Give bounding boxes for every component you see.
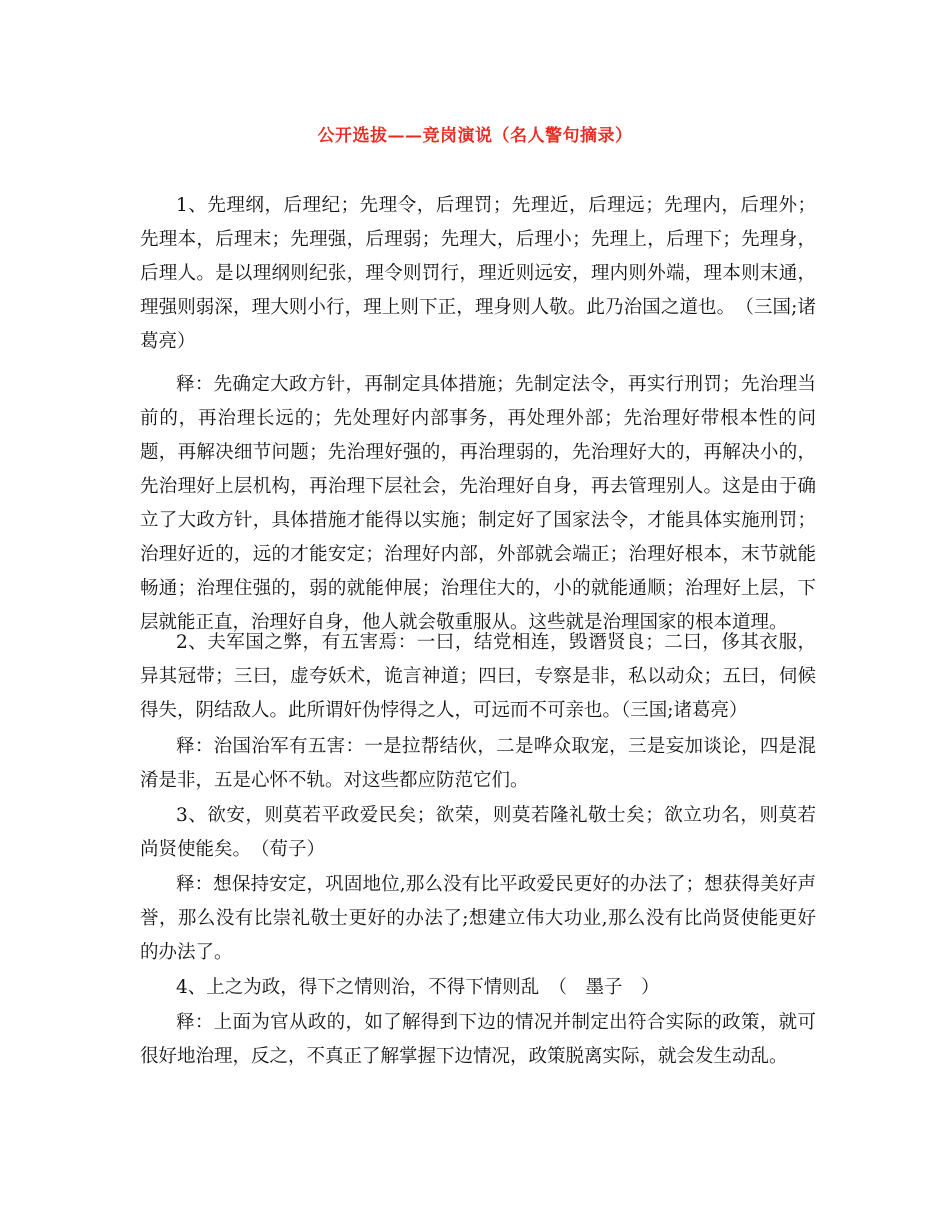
quote-paragraph-1: 1、先理纲，后理纪；先理令，后理罚；先理近，后理远；先理内，后理外；先理本，后理末；先理强，后理弱；先理大，后理小；先理上，后理下；先理身，后理人。是以理纲则纪张，理令则罚行，理近则远安，理内则外端，理本则末通，理强则弱深，理大则小行，理上则下正，理身则人敬。此乃治国之道也。 （三国;诸葛亮） — [140, 195, 816, 352]
explanation-paragraph-2: 释：治国治军有五害：一是拉帮结伙，二是哗众取宠，三是妄加谈论，四是混淆是非，五是心怀不轨。对这些都应防范它们。 — [140, 736, 816, 791]
explanation-paragraph-1: 释：先确定大政方针，再制定具体措施；先制定法令，再实行刑罚；先治理当前的，再治理长远的；先处理好内部事务，再处理外部；先治理好带根本性的问题，再解决细节问题；先治理好强的，再治理弱的，先治理好大的，再解决小的，先治理好上层机构，再治理下层社会，先治理好自身，再去管理别人。这是由于确立了大政方针，具体措施才能得以实施；制定好了国家法令，才能具体实施刑罚；治理好近的，远的才能安定；治理好内部，外部就会端正；治理好根本，末节就能畅通；治理住强的，弱的就能伸展；治理住大的，小的就能通顺；治理好上层，下层就能正直，治理好自身，他人就会敬重服从。这些就是治理国家的根本道理。 — [140, 374, 816, 633]
quote-paragraph-2: 2、夫军国之弊，有五害焉：一曰，结党相连，毁谮贤良；二曰，侈其衣服，异其冠带；三曰，虚夸妖术，诡言神道；四曰，专察是非，私以动众；五曰，伺候得失，阴结敌人。此所谓奸伪悖得之人，可远而不可亲也。（三国;诸葛亮） — [140, 632, 816, 721]
explanation-paragraph-4: 释：上面为官从政的，如了解得到下边的情况并制定出符合实际的政策，就可很好地治理，反之，不真正了解掌握下边情况，政策脱离实际，就会发生动乱。 — [140, 1012, 816, 1067]
quote-paragraph-4: 4、上之为政，得下之情则治，不得下情则乱 （ 墨子 ） — [176, 977, 660, 998]
quote-paragraph-3: 3、欲安，则莫若平政爱民矣；欲荣，则莫若隆礼敬士矣；欲立功名，则莫若尚贤使能矣。 （荀子） — [140, 805, 816, 860]
document-title: 公开选拔——竞岗演说（名人警句摘录） — [317, 126, 633, 146]
explanation-paragraph-3: 释：想保持安定，巩固地位,那么没有比平政爱民更好的办法了；想获得美好声誉，那么没有比崇礼敬士更好的办法了;想建立伟大功业,那么没有比尚贤使能更好的办法了。 — [140, 874, 816, 963]
